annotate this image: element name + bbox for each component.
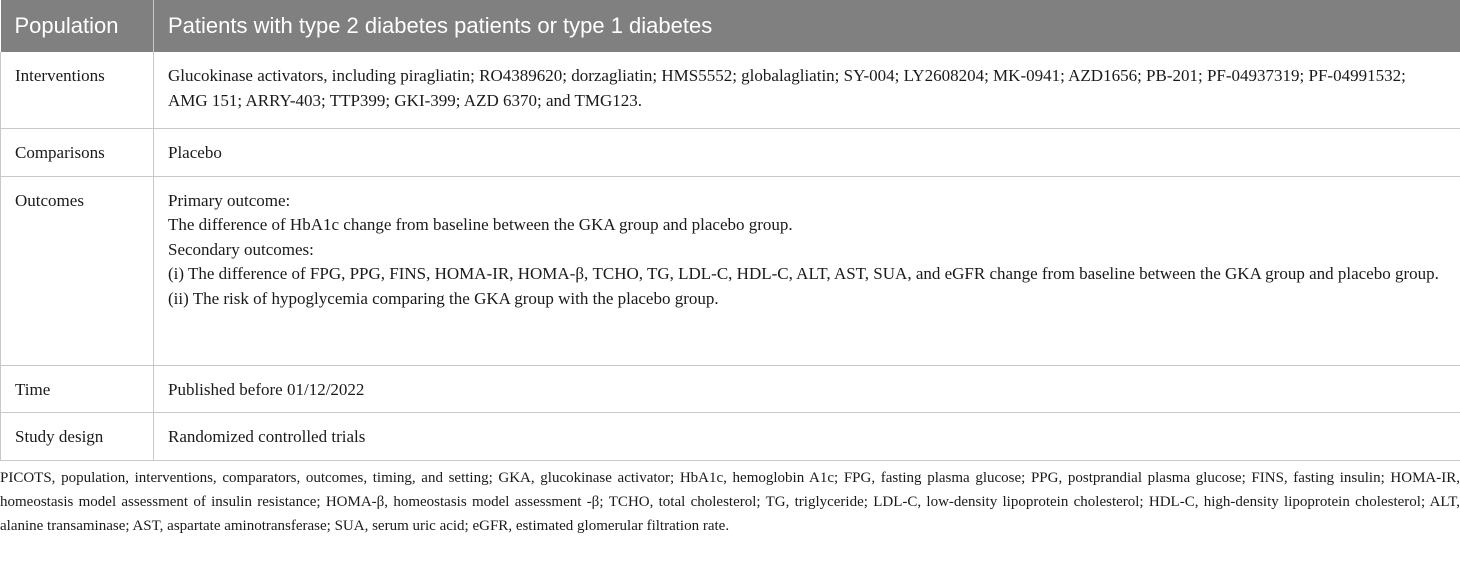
outcome-line-secondary-heading: Secondary outcomes:	[168, 239, 314, 259]
row-label-outcomes: Outcomes	[1, 176, 154, 365]
table-footnote: PICOTS, population, interventions, comparators, outcomes, timing, and setting; GKA, glucokinase activator; HbA1c, hemoglobin A1c; FPG, fasting plasma glucose; PPG, postprandial plasma glucose; FINS, fasting insulin; HOMA-IR, homeostasis model assessment of insulin resistance; HOMA-β, homeostasis model assessment -β; TCHO, total cholesterol; TG, triglyceride; LDL-C, low-density lipoprotein cholesterol; HDL-C, high-density lipoprotein cholesterol; ALT, alanine transaminase; AST, aspartate aminotransferase; SUA, serum uric acid; eGFR, estimated glomerular filtration rate.	[0, 470, 1460, 534]
row-value-time: Published before 01/12/2022	[154, 365, 1460, 413]
row-label-time: Time	[1, 365, 154, 413]
table-row-time	[1, 365, 1460, 413]
table-body	[1, 52, 1460, 460]
table-row-outcomes	[1, 176, 1460, 365]
row-label-study-design: Study design	[1, 413, 154, 461]
outcome-line-secondary-ii: (ii) The risk of hypoglycemia comparing the GKA group with the placebo group.	[168, 288, 719, 308]
table-header	[1, 0, 1460, 52]
table-row-interventions	[1, 52, 1460, 129]
row-label-interventions: Interventions	[1, 52, 154, 129]
table-row-comparisons	[1, 129, 1460, 177]
outcome-line-secondary-i: (i) The difference of FPG, PPG, FINS, HOMA-IR, HOMA-β, TCHO, TG, LDL-C, HDL-C, ALT, AST, SUA, and eGFR change from baseline between the GKA group and placebo group.	[168, 264, 1439, 283]
row-value-outcomes	[154, 176, 1460, 365]
row-value-comparisons: Placebo	[154, 129, 1460, 177]
header-row	[1, 0, 1460, 52]
header-population-value: Patients with type 2 diabetes patients or type 1 diabetes	[154, 0, 1460, 52]
outcome-line-primary: The difference of HbA1c change from baseline between the GKA group and placebo group.	[168, 215, 793, 234]
table-row-study-design	[1, 413, 1460, 461]
header-population-label: Population	[1, 0, 154, 52]
outcome-line-primary-heading: Primary outcome:	[168, 190, 291, 210]
row-value-interventions: Glucokinase activators, including piragliatin; RO4389620; dorzagliatin; HMS5552; globalagliatin; SY-004; LY2608204; MK-0941; AZD1656; PB-201; PF-04937319; PF-04991532; AMG 151; ARRY-403; TTP399; GKI-399; AZD 6370; and TMG123.	[154, 52, 1460, 129]
row-value-study-design: Randomized controlled trials	[154, 413, 1460, 461]
row-label-comparisons: Comparisons	[1, 129, 154, 177]
